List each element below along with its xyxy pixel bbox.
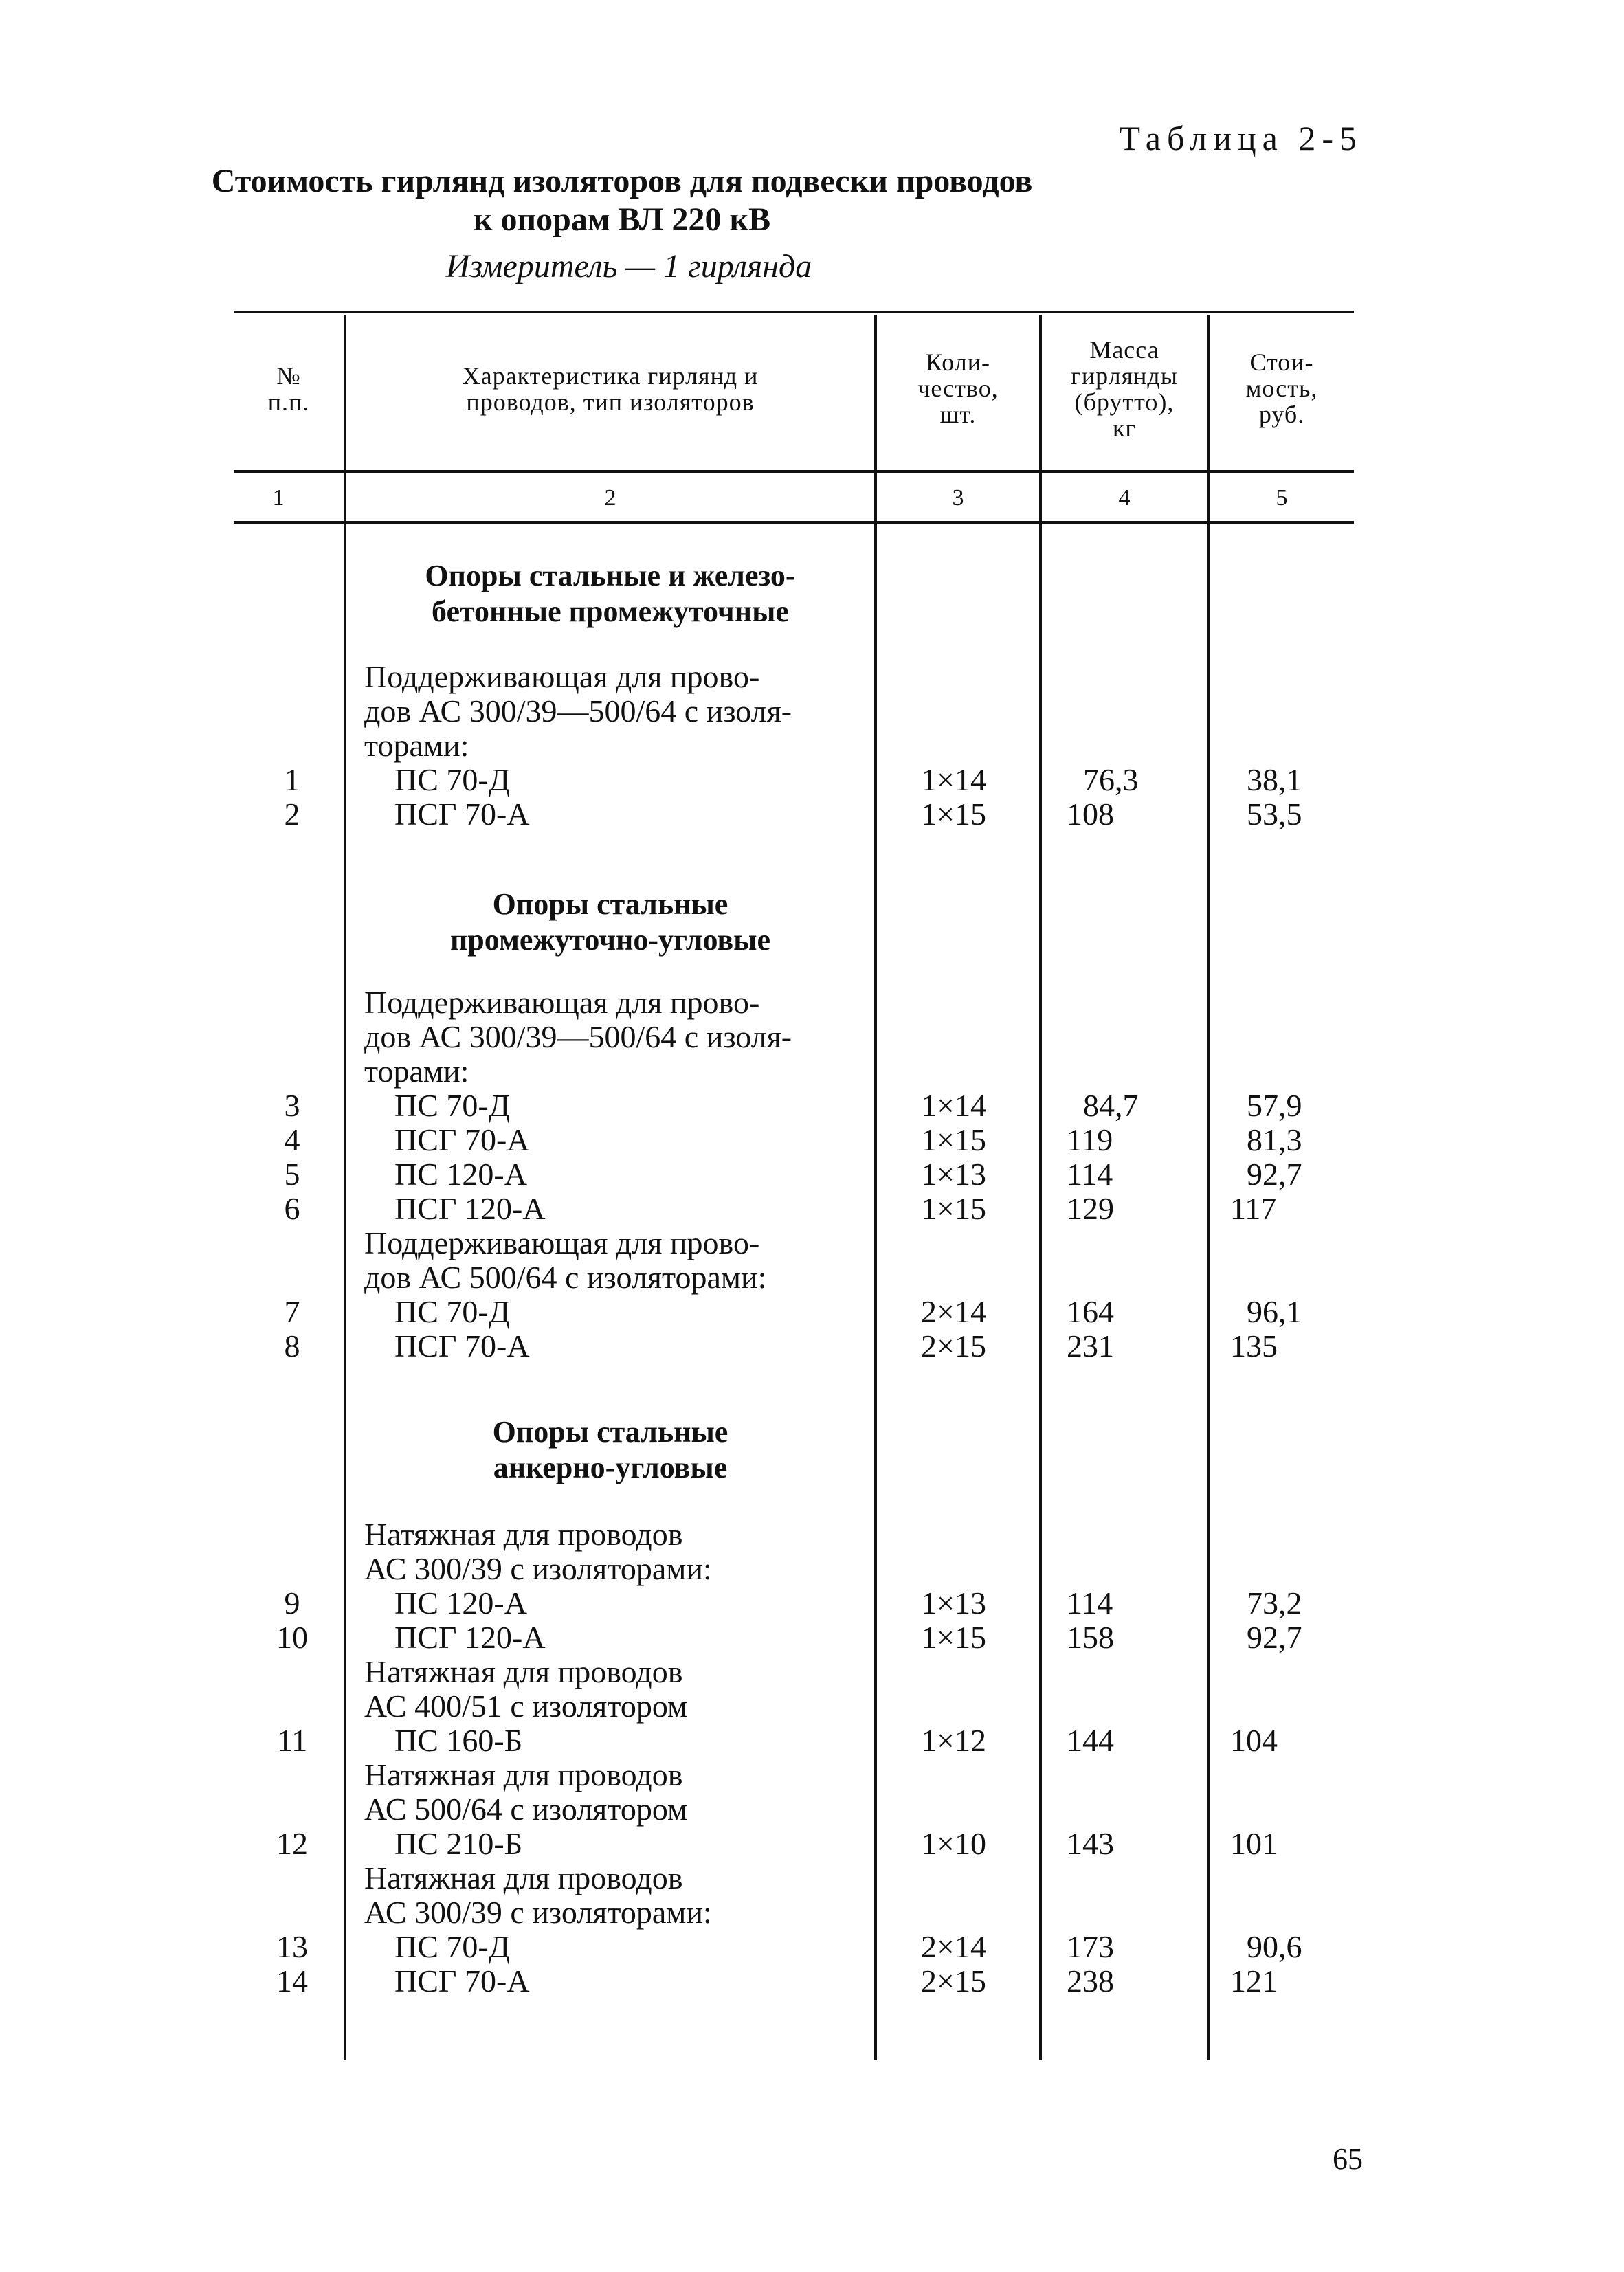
insulator-type: ПС 120-А [394, 1585, 527, 1621]
colnum-bottom-rule [234, 521, 1354, 524]
cost: 53,5 [1247, 797, 1302, 832]
column-divider-2 [874, 315, 877, 2060]
mass: 238 [1067, 1963, 1114, 1998]
mass: 231 [1067, 1328, 1114, 1363]
quantity: 2×14 [921, 1929, 986, 1964]
cost: 101 [1230, 1826, 1278, 1861]
section-title: Опоры стальные промежуточно-угловые [449, 887, 771, 957]
table-label: Таблица 2-5 [1119, 119, 1363, 157]
row-number: 1 [284, 762, 300, 797]
table-title-line-2: к опорам ВЛ 220 кВ [473, 201, 771, 238]
row-number: 10 [276, 1620, 308, 1655]
cost: 121 [1230, 1963, 1278, 1998]
cost: 92,7 [1247, 1157, 1302, 1192]
row-number: 8 [284, 1328, 300, 1363]
quantity: 1×15 [921, 797, 986, 832]
row-description: Поддерживающая для прово- дов АС 300/39—500/64 с изоля- торами: [364, 985, 792, 1089]
mass: 164 [1067, 1294, 1114, 1329]
cost: 104 [1230, 1723, 1278, 1758]
row-number: 9 [284, 1585, 300, 1621]
row-number: 5 [284, 1157, 300, 1192]
row-description: Натяжная для проводов АС 300/39 с изоляторами: [364, 1517, 712, 1586]
insulator-type: ПС 70-Д [394, 1294, 511, 1329]
quantity: 1×10 [921, 1826, 986, 1861]
colnum-3: 3 [952, 485, 964, 511]
mass: 119 [1067, 1122, 1113, 1157]
mass: 129 [1067, 1191, 1114, 1226]
table-title-line-1: Стоимость гирлянд изоляторов для подвески проводов [211, 163, 1033, 199]
row-number: 2 [284, 797, 300, 832]
header-col-mass: Масса гирлянды (брутто), кг [1071, 336, 1178, 442]
row-number: 6 [284, 1191, 300, 1226]
quantity: 1×15 [921, 1620, 986, 1655]
quantity: 1×14 [921, 762, 986, 797]
quantity: 2×15 [921, 1963, 986, 1998]
row-number: 7 [284, 1294, 300, 1329]
header-col-number: № п.п. [267, 362, 310, 416]
mass: 108 [1067, 797, 1114, 832]
cost: 135 [1230, 1328, 1278, 1363]
mass: 76,3 [1083, 762, 1139, 797]
colnum-4: 4 [1118, 485, 1131, 511]
quantity: 1×12 [921, 1723, 986, 1758]
header-col-description: Характеристика гирлянд и проводов, тип изоляторов [462, 362, 759, 416]
mass: 114 [1067, 1585, 1113, 1621]
insulator-type: ПС 160-Б [394, 1723, 523, 1758]
insulator-type: ПСГ 70-А [394, 1963, 530, 1998]
header-col-quantity: Коли- чество, шт. [917, 348, 999, 428]
quantity: 2×15 [921, 1328, 986, 1363]
row-number: 11 [276, 1723, 308, 1758]
mass: 144 [1067, 1723, 1114, 1758]
quantity: 1×13 [921, 1157, 986, 1192]
insulator-type: ПС 120-А [394, 1157, 527, 1192]
quantity: 1×15 [921, 1122, 986, 1157]
colnum-5: 5 [1276, 485, 1288, 511]
section-title: Опоры стальные и железо- бетонные промежуточные [425, 559, 796, 628]
cost: 38,1 [1247, 762, 1302, 797]
quantity: 1×15 [921, 1191, 986, 1226]
cost: 57,9 [1247, 1088, 1302, 1123]
row-number: 3 [284, 1088, 300, 1123]
row-description: Поддерживающая для прово- дов АС 300/39—500/64 с изоля- торами: [364, 659, 792, 763]
column-divider-4 [1207, 315, 1210, 2060]
mass: 158 [1067, 1620, 1114, 1655]
insulator-type: ПСГ 70-А [394, 797, 530, 832]
row-description: Натяжная для проводов АС 500/64 с изолятором [364, 1757, 688, 1827]
mass: 84,7 [1083, 1088, 1139, 1123]
insulator-type: ПСГ 120-А [394, 1620, 546, 1655]
row-number: 13 [276, 1929, 308, 1964]
insulator-type: ПС 70-Д [394, 762, 511, 797]
insulator-type: ПС 70-Д [394, 1088, 511, 1123]
insulator-type: ПСГ 120-А [394, 1191, 546, 1226]
header-col-cost: Стои- мость, руб. [1245, 348, 1318, 428]
cost: 73,2 [1247, 1585, 1302, 1621]
row-number: 4 [284, 1122, 300, 1157]
mass: 114 [1067, 1157, 1113, 1192]
section-title: Опоры стальные анкерно-угловые [492, 1415, 728, 1484]
header-bottom-rule [234, 470, 1354, 473]
insulator-type: ПС 70-Д [394, 1929, 511, 1964]
row-number: 14 [276, 1963, 308, 1998]
quantity: 1×13 [921, 1585, 986, 1621]
row-description: Натяжная для проводов АС 400/51 с изолятором [364, 1654, 688, 1724]
quantity: 2×14 [921, 1294, 986, 1329]
page-number: 65 [1333, 2142, 1363, 2176]
column-divider-3 [1039, 315, 1042, 2060]
cost: 90,6 [1247, 1929, 1302, 1964]
table-top-rule [234, 311, 1354, 313]
colnum-2: 2 [604, 485, 616, 511]
mass: 173 [1067, 1929, 1114, 1964]
cost: 92,7 [1247, 1620, 1302, 1655]
row-description: Поддерживающая для прово- дов АС 500/64 с изоляторами: [364, 1225, 767, 1295]
row-description: Натяжная для проводов АС 300/39 с изоляторами: [364, 1860, 712, 1930]
quantity: 1×14 [921, 1088, 986, 1123]
cost: 96,1 [1247, 1294, 1302, 1329]
cost: 81,3 [1247, 1122, 1302, 1157]
measure-unit: Измеритель — 1 гирлянда [445, 248, 812, 285]
mass: 143 [1067, 1826, 1114, 1861]
colnum-1: 1 [272, 485, 285, 511]
cost: 117 [1230, 1191, 1277, 1226]
insulator-type: ПСГ 70-А [394, 1328, 530, 1363]
insulator-type: ПСГ 70-А [394, 1122, 530, 1157]
row-number: 12 [276, 1826, 308, 1861]
insulator-type: ПС 210-Б [394, 1826, 523, 1861]
